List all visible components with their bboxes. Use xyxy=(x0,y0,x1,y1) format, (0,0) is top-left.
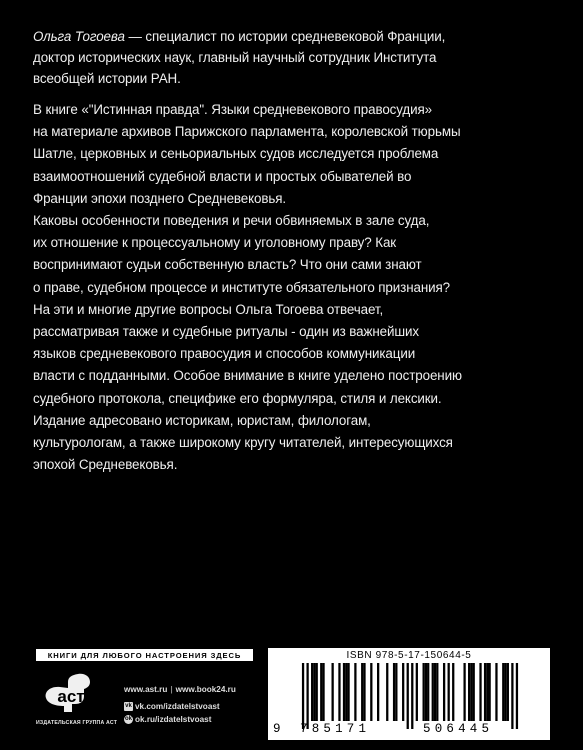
barcode-bar xyxy=(363,663,365,721)
barcode-bar xyxy=(322,663,324,721)
description-line: языков средневекового правосудия и способов коммуникации xyxy=(33,346,416,362)
vk-link[interactable] xyxy=(124,702,220,711)
site-link-book24[interactable]: www.book24.ru xyxy=(175,685,236,694)
description-line: эпохой Средневековья. xyxy=(33,457,178,473)
author-bio-line-3: всеобщей истории РАН. xyxy=(33,71,181,86)
barcode-bar xyxy=(488,663,490,721)
vk-handle: izdatelstvoast xyxy=(165,702,220,711)
author-bio-line-1 xyxy=(33,26,553,47)
odnoklassniki-icon: ok xyxy=(124,716,132,722)
barcode-bar xyxy=(507,663,509,721)
barcode-bar xyxy=(370,663,372,721)
barcode-digits-left: 785171 xyxy=(300,722,371,736)
barcode-bar xyxy=(386,663,388,721)
barcode-bar xyxy=(302,663,304,729)
ok-link[interactable] xyxy=(124,715,211,724)
description-line: Шатле, церковных и сеньориальных судов исследуется проблема xyxy=(33,146,439,162)
barcode-digits-right: 506445 xyxy=(423,722,494,736)
barcode-bar xyxy=(345,663,347,721)
ok-prefix: ok.ru/ xyxy=(135,715,158,724)
barcode-bar xyxy=(338,663,340,721)
ast-logo xyxy=(40,672,102,724)
barcode-icon xyxy=(286,663,534,729)
description-line: о праве, судебном процессе и институте обязательного признания? xyxy=(33,279,451,295)
barcode-bar xyxy=(402,663,404,721)
barcode-digit-first: 9 xyxy=(273,722,281,736)
link-separator: | xyxy=(170,685,173,694)
description-line: взаимоотношений судебной власти и простых обывателей во xyxy=(33,168,412,184)
barcode-bar xyxy=(395,663,397,721)
description-line: Каковы особенности поведения и речи обвиняемых в зале суда, xyxy=(33,213,430,229)
barcode-bar xyxy=(427,663,429,721)
barcode-bar xyxy=(516,663,518,729)
vk-icon: vk xyxy=(125,703,132,709)
isbn-barcode-block xyxy=(268,648,550,740)
barcode-bar xyxy=(320,663,322,721)
description-line: культурологам, а также широкому кругу читателей, интересующихся xyxy=(33,435,453,451)
barcode-bar xyxy=(436,663,438,721)
barcode-bar xyxy=(463,663,465,721)
barcode-digits xyxy=(268,722,550,739)
barcode-bar xyxy=(411,663,413,729)
barcode-bar xyxy=(448,663,450,721)
barcode-bar xyxy=(486,663,488,721)
ast-logo-icon xyxy=(40,672,102,724)
barcode-bar xyxy=(425,663,427,721)
author-bio xyxy=(33,26,553,89)
barcode-bar xyxy=(468,663,470,721)
barcode-bar xyxy=(343,663,345,721)
barcode-bar xyxy=(306,663,308,729)
barcode-bar xyxy=(377,663,379,721)
barcode-bar xyxy=(479,663,481,721)
description-line: Франции эпохи позднего Средневековья. xyxy=(33,190,287,206)
barcode-bar xyxy=(316,663,318,721)
barcode-bar xyxy=(361,663,363,721)
barcode-bar xyxy=(311,663,313,721)
isbn-label: ISBN 978-5-17-150644-5 xyxy=(346,650,472,661)
barcode-bar xyxy=(416,663,418,721)
barcode-bar xyxy=(443,663,445,721)
barcode-bar xyxy=(313,663,315,721)
barcode-bar xyxy=(504,663,506,721)
website-links xyxy=(124,685,236,694)
logo-letters: аст xyxy=(57,687,85,706)
barcode-bar xyxy=(495,663,497,721)
publisher-caption: ИЗДАТЕЛЬСКАЯ ГРУППА АСТ xyxy=(36,720,118,726)
barcode-bar xyxy=(347,663,349,721)
ok-handle: izdatelstvoast xyxy=(157,715,212,724)
barcode-bar xyxy=(407,663,409,729)
vk-prefix: vk.com/ xyxy=(135,702,166,711)
barcode-bar xyxy=(473,663,475,721)
author-bio-line-2: доктор исторических наук, главный научный сотрудник Института xyxy=(33,50,437,65)
author-bio-text: — специалист по истории средневековой Франции, xyxy=(124,29,446,44)
barcode-bar xyxy=(332,663,334,721)
site-link-ast[interactable]: www.ast.ru xyxy=(124,685,168,694)
barcode-bar xyxy=(393,663,395,721)
author-name: Ольга Тогоева xyxy=(33,29,125,44)
barcode-bar xyxy=(502,663,504,721)
book-description xyxy=(33,99,553,476)
barcode-bar xyxy=(354,663,356,721)
barcode-bar xyxy=(432,663,434,721)
description-line: судебного протокола, специфике его формуляра, стиля и лексики. xyxy=(33,390,442,406)
barcode-bar xyxy=(452,663,454,721)
barcode-bar xyxy=(484,663,486,721)
barcode-bar xyxy=(434,663,436,721)
description-line: Издание адресовано историкам, юристам, филологам, xyxy=(33,412,371,428)
description-line: рассматривая также и судебные ритуалы - один из важнейших xyxy=(33,324,419,340)
description-line: На эти и многие другие вопросы Ольга Тогоева отвечает, xyxy=(33,301,384,317)
barcode-bar xyxy=(423,663,425,721)
tagline-text: КНИГИ ДЛЯ ЛЮБОГО НАСТРОЕНИЯ ЗДЕСЬ xyxy=(47,650,242,660)
barcode-bar xyxy=(470,663,472,721)
description-line: на материале архивов Парижского парламента, королевской тюрьмы xyxy=(33,124,461,140)
description-line: В книге «"Истинная правда". Языки средневекового правосудия» xyxy=(33,102,433,117)
tagline-banner xyxy=(36,649,253,661)
description-line: воспринимают судьи собственную власть? Что они сами знают xyxy=(33,257,422,273)
description-line: власти с подданными. Особое внимание в книге уделено построению xyxy=(33,368,462,384)
description-line: их отношение к процессуальному и уголовному праву? Как xyxy=(33,235,397,251)
barcode-bar xyxy=(511,663,513,729)
